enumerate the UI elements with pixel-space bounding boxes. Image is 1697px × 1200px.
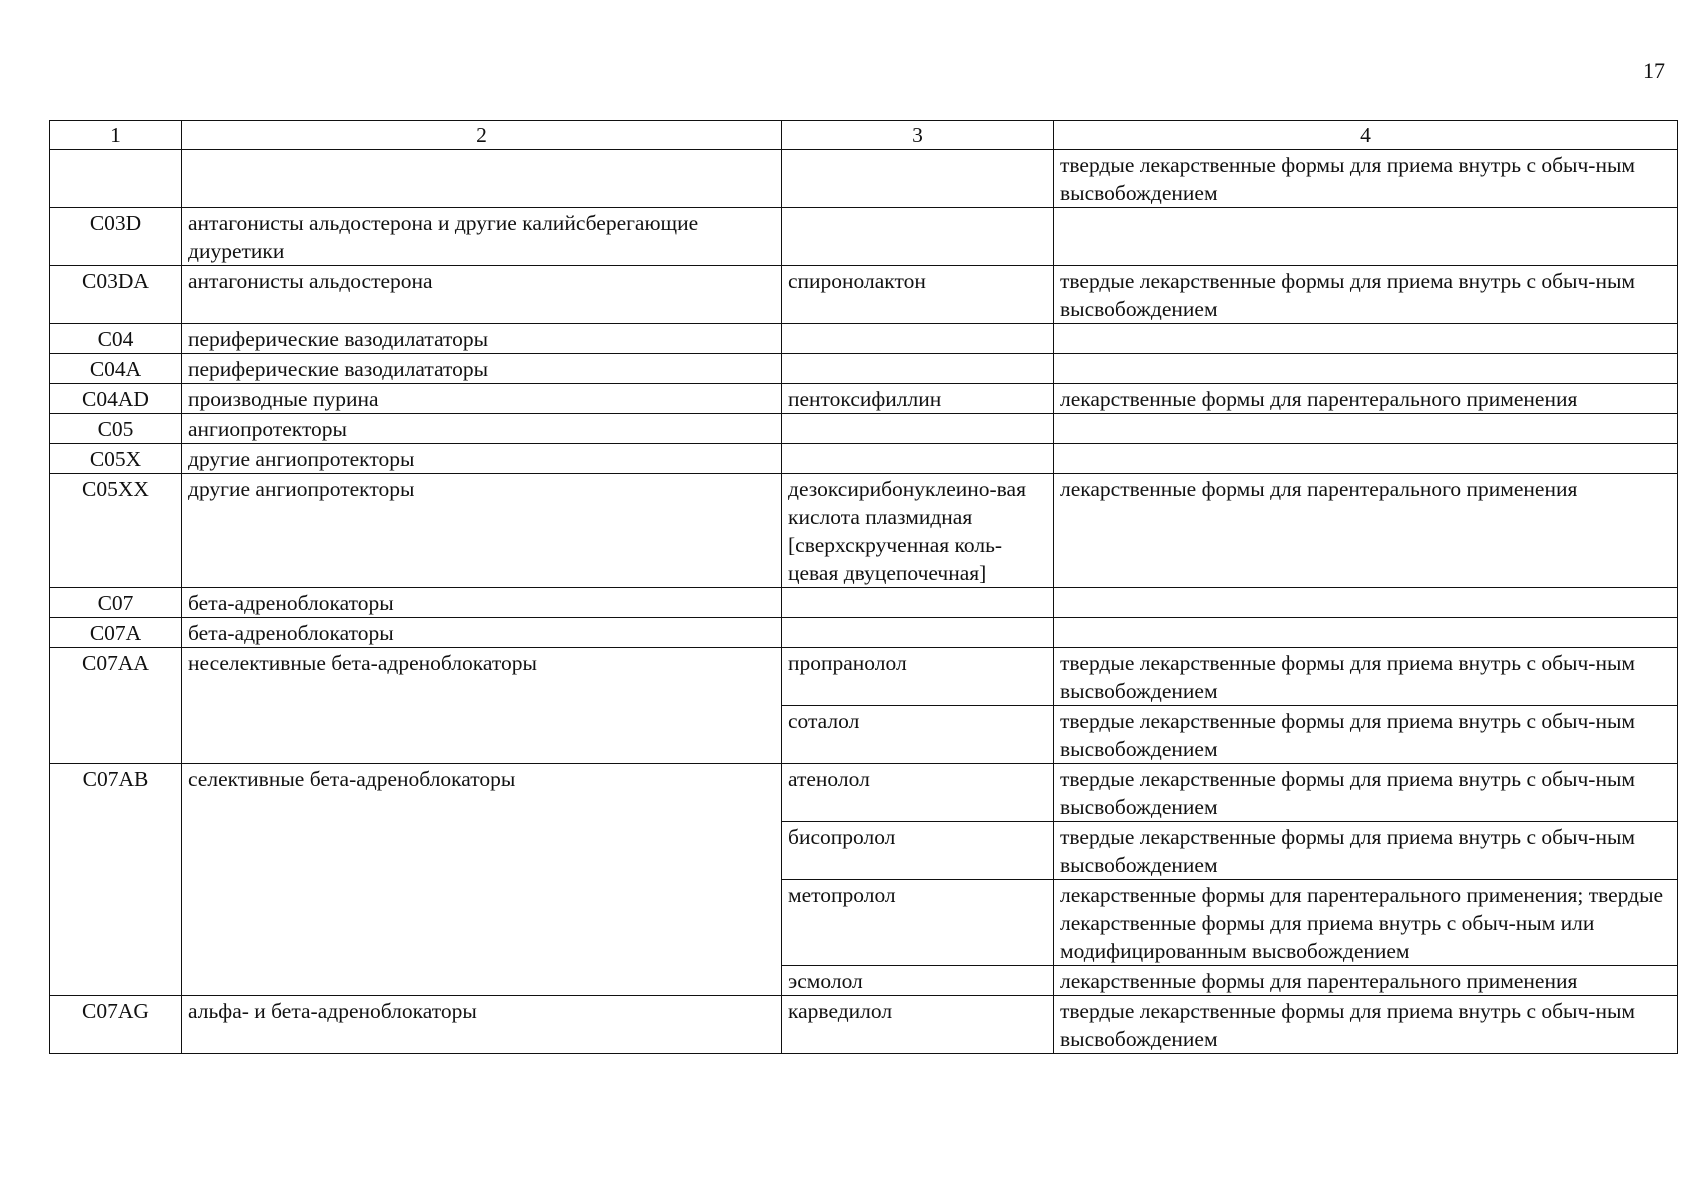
dosage-form-cell: твердые лекарственные формы для приема внутрь с обыч-ным высвобождением — [1054, 150, 1678, 208]
group-name-cell: альфа- и бета-адреноблокаторы — [182, 996, 782, 1054]
drug-name-cell: дезоксирибонуклеино-вая кислота плазмидная [сверхскрученная коль-цевая двуцепочечная] — [782, 474, 1054, 588]
table-header-row — [50, 121, 1678, 150]
table-row — [50, 996, 1678, 1054]
atc-code-cell: C04AD — [50, 384, 182, 414]
atc-code-cell: C07 — [50, 588, 182, 618]
drug-name-cell — [782, 324, 1054, 354]
dosage-form-cell: твердые лекарственные формы для приема внутрь с обыч-ным высвобождением — [1054, 764, 1678, 822]
dosage-form-cell — [1054, 354, 1678, 384]
dosage-form-cell — [1054, 618, 1678, 648]
dosage-form-cell: твердые лекарственные формы для приема внутрь с обыч-ным высвобождением — [1054, 822, 1678, 880]
table-row — [50, 324, 1678, 354]
dosage-form-cell: лекарственные формы для парентерального применения; твердые лекарственные формы для приема внутрь с обыч-ным или модифицированным высвобождением — [1054, 880, 1678, 966]
page-number: 17 — [1643, 58, 1665, 83]
dosage-form-cell — [1054, 208, 1678, 266]
table-row — [50, 588, 1678, 618]
group-name-cell: неселективные бета-адреноблокаторы — [182, 648, 782, 764]
group-name-cell: антагонисты альдостерона — [182, 266, 782, 324]
group-name-cell: производные пурина — [182, 384, 782, 414]
header-col-2: 2 — [182, 121, 782, 150]
table-row — [50, 150, 1678, 208]
group-name-cell: другие ангиопротекторы — [182, 444, 782, 474]
table-row — [50, 474, 1678, 588]
group-name-cell: периферические вазодилататоры — [182, 354, 782, 384]
drug-name-cell: карведилол — [782, 996, 1054, 1054]
drug-classification-table — [49, 120, 1678, 1054]
drug-name-cell: бисопролол — [782, 822, 1054, 880]
drug-name-cell: спиронолактон — [782, 266, 1054, 324]
group-name-cell: бета-адреноблокаторы — [182, 618, 782, 648]
group-name-cell: ангиопротекторы — [182, 414, 782, 444]
drug-name-cell — [782, 354, 1054, 384]
drug-name-cell: атенолол — [782, 764, 1054, 822]
dosage-form-cell: твердые лекарственные формы для приема внутрь с обыч-ным высвобождением — [1054, 996, 1678, 1054]
table-row — [50, 384, 1678, 414]
dosage-form-cell — [1054, 444, 1678, 474]
drug-name-cell: эсмолол — [782, 966, 1054, 996]
group-name-cell: другие ангиопротекторы — [182, 474, 782, 588]
dosage-form-cell: лекарственные формы для парентерального применения — [1054, 966, 1678, 996]
group-name-cell — [182, 150, 782, 208]
dosage-form-cell — [1054, 588, 1678, 618]
table-row — [50, 764, 1678, 822]
table-row — [50, 266, 1678, 324]
atc-code-cell: C07AB — [50, 764, 182, 996]
atc-code-cell: C05XX — [50, 474, 182, 588]
drug-name-cell — [782, 150, 1054, 208]
group-name-cell: антагонисты альдостерона и другие калийсберегающие диуретики — [182, 208, 782, 266]
drug-name-cell: соталол — [782, 706, 1054, 764]
table-row — [50, 648, 1678, 706]
dosage-form-cell: твердые лекарственные формы для приема внутрь с обыч-ным высвобождением — [1054, 266, 1678, 324]
drug-name-cell — [782, 414, 1054, 444]
dosage-form-cell: лекарственные формы для парентерального применения — [1054, 384, 1678, 414]
table-row — [50, 354, 1678, 384]
table-row — [50, 414, 1678, 444]
atc-code-cell — [50, 150, 182, 208]
atc-code-cell: C07AG — [50, 996, 182, 1054]
dosage-form-cell: твердые лекарственные формы для приема внутрь с обыч-ным высвобождением — [1054, 706, 1678, 764]
atc-code-cell: C07AA — [50, 648, 182, 764]
dosage-form-cell — [1054, 324, 1678, 354]
atc-code-cell: C04 — [50, 324, 182, 354]
atc-code-cell: C03DA — [50, 266, 182, 324]
table-row — [50, 208, 1678, 266]
atc-code-cell: C03D — [50, 208, 182, 266]
atc-code-cell: C07A — [50, 618, 182, 648]
dosage-form-cell: твердые лекарственные формы для приема внутрь с обыч-ным высвобождением — [1054, 648, 1678, 706]
drug-name-cell — [782, 588, 1054, 618]
atc-code-cell: C05X — [50, 444, 182, 474]
drug-name-cell: пентоксифиллин — [782, 384, 1054, 414]
atc-code-cell: C04A — [50, 354, 182, 384]
header-col-4: 4 — [1054, 121, 1678, 150]
table-row — [50, 444, 1678, 474]
group-name-cell: бета-адреноблокаторы — [182, 588, 782, 618]
table-row — [50, 618, 1678, 648]
atc-code-cell: C05 — [50, 414, 182, 444]
drug-name-cell: пропранолол — [782, 648, 1054, 706]
group-name-cell: периферические вазодилататоры — [182, 324, 782, 354]
drug-name-cell — [782, 618, 1054, 648]
header-col-3: 3 — [782, 121, 1054, 150]
dosage-form-cell: лекарственные формы для парентерального применения — [1054, 474, 1678, 588]
dosage-form-cell — [1054, 414, 1678, 444]
group-name-cell: селективные бета-адреноблокаторы — [182, 764, 782, 996]
drug-name-cell — [782, 208, 1054, 266]
drug-name-cell — [782, 444, 1054, 474]
drug-name-cell: метопролол — [782, 880, 1054, 966]
header-col-1: 1 — [50, 121, 182, 150]
